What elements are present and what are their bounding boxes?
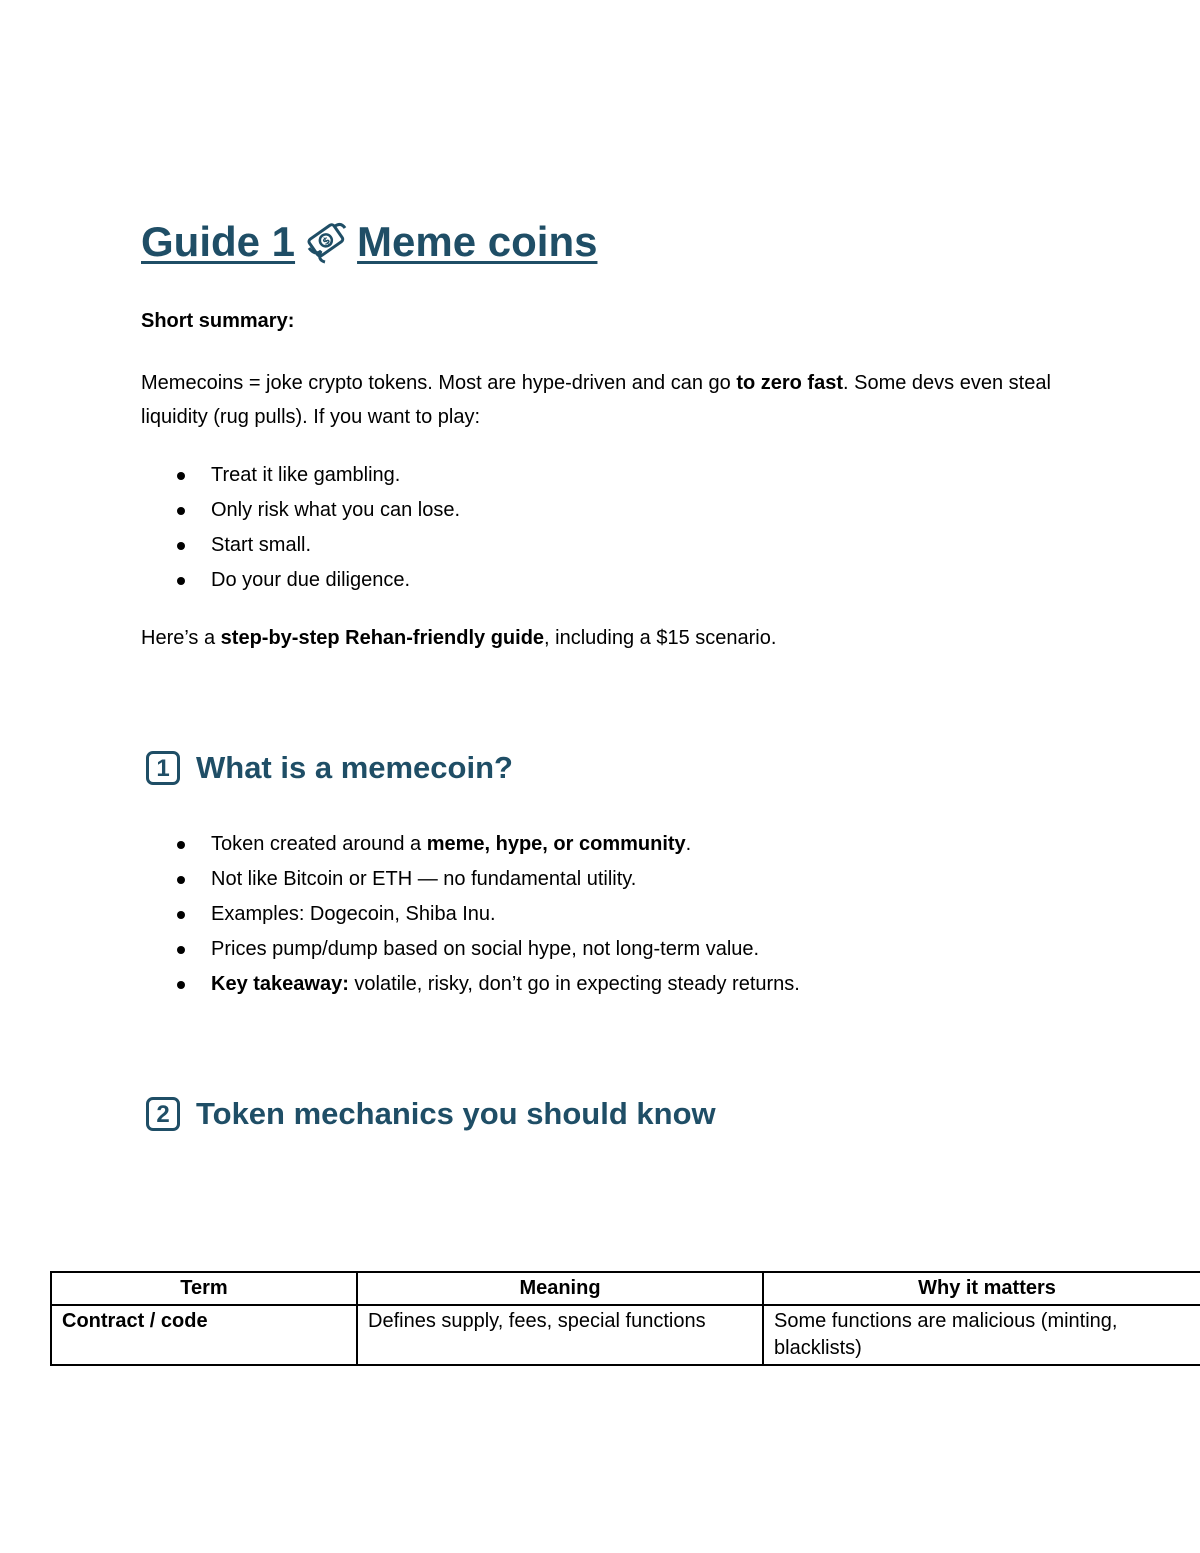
summary-label: Short summary: bbox=[141, 310, 295, 332]
column-header-why: Why it matters bbox=[763, 1272, 1200, 1305]
bullet-icon bbox=[177, 911, 185, 919]
guide-line-text-2: , including a $15 scenario. bbox=[544, 627, 777, 649]
list-item bbox=[141, 563, 460, 598]
bullet-icon bbox=[177, 472, 185, 480]
keycap-2-icon: 2 bbox=[146, 1097, 180, 1131]
money-with-wings-icon bbox=[303, 218, 351, 266]
list-item-text: Treat it like gambling. bbox=[211, 464, 401, 486]
table-cell-term: Contract / code bbox=[51, 1305, 357, 1365]
page-title bbox=[141, 214, 597, 270]
column-header-term: Term bbox=[51, 1272, 357, 1305]
item-text: Token created around a bbox=[211, 833, 427, 855]
list-item bbox=[141, 932, 800, 967]
memecoin-facts-list bbox=[141, 827, 800, 1002]
bullet-icon bbox=[177, 946, 185, 954]
intro-text-2: . Some devs even steal liquidity (rug pulls). If you want to play: bbox=[141, 372, 1051, 428]
bullet-icon bbox=[177, 507, 185, 515]
list-item-text: Do your due diligence. bbox=[211, 569, 411, 591]
section-heading-2 bbox=[146, 1096, 716, 1132]
guide-intro-line bbox=[141, 621, 776, 655]
section-heading-1-text: What is a memecoin? bbox=[196, 750, 513, 785]
item-text: Not like Bitcoin or ETH — no fundamental utility. bbox=[211, 868, 637, 890]
item-bold: Key takeaway: bbox=[211, 973, 349, 995]
bullet-icon bbox=[177, 542, 185, 550]
item-text-after: . bbox=[685, 833, 692, 855]
section-heading-1 bbox=[146, 750, 513, 786]
token-mechanics-table bbox=[50, 1271, 1200, 1366]
list-item bbox=[141, 967, 800, 1002]
intro-paragraph bbox=[141, 366, 1081, 434]
list-item-text: Start small. bbox=[211, 534, 312, 556]
item-bold: meme, hype, or community bbox=[426, 833, 686, 855]
column-header-meaning: Meaning bbox=[357, 1272, 763, 1305]
list-item bbox=[141, 458, 460, 493]
list-item bbox=[141, 493, 460, 528]
list-item bbox=[141, 827, 800, 862]
guide-line-text-1: Here’s a bbox=[141, 627, 221, 649]
guide-line-bold: step-by-step Rehan-friendly guide bbox=[220, 627, 545, 649]
list-item bbox=[141, 897, 800, 932]
list-item-text: Only risk what you can lose. bbox=[211, 499, 460, 521]
item-text: Prices pump/dump based on social hype, not long-term value. bbox=[211, 938, 760, 960]
table-cell-meaning: Defines supply, fees, special functions bbox=[357, 1305, 763, 1365]
list-item bbox=[141, 862, 800, 897]
bullet-icon bbox=[177, 876, 185, 884]
intro-text-1: Memecoins = joke crypto tokens. Most are hype-driven and can go bbox=[141, 372, 737, 394]
title-prefix: Guide 1 bbox=[141, 218, 296, 265]
svg-text:$: $ bbox=[320, 235, 333, 249]
title-suffix: Meme coins bbox=[357, 218, 598, 265]
intro-bold: to zero fast bbox=[736, 372, 843, 394]
bullet-icon bbox=[177, 577, 185, 585]
list-item bbox=[141, 528, 460, 563]
section-heading-2-text: Token mechanics you should know bbox=[196, 1096, 716, 1131]
table-row bbox=[51, 1305, 1200, 1365]
item-text: Examples: Dogecoin, Shiba Inu. bbox=[211, 903, 496, 925]
play-tips-list bbox=[141, 458, 460, 598]
keycap-1-icon: 1 bbox=[146, 751, 180, 785]
table-header-row bbox=[51, 1272, 1200, 1305]
bullet-icon bbox=[177, 841, 185, 849]
item-text-after: volatile, risky, don’t go in expecting steady returns. bbox=[348, 973, 800, 995]
table-cell-why: Some functions are malicious (minting, blacklists) bbox=[763, 1305, 1200, 1365]
bullet-icon bbox=[177, 981, 185, 989]
